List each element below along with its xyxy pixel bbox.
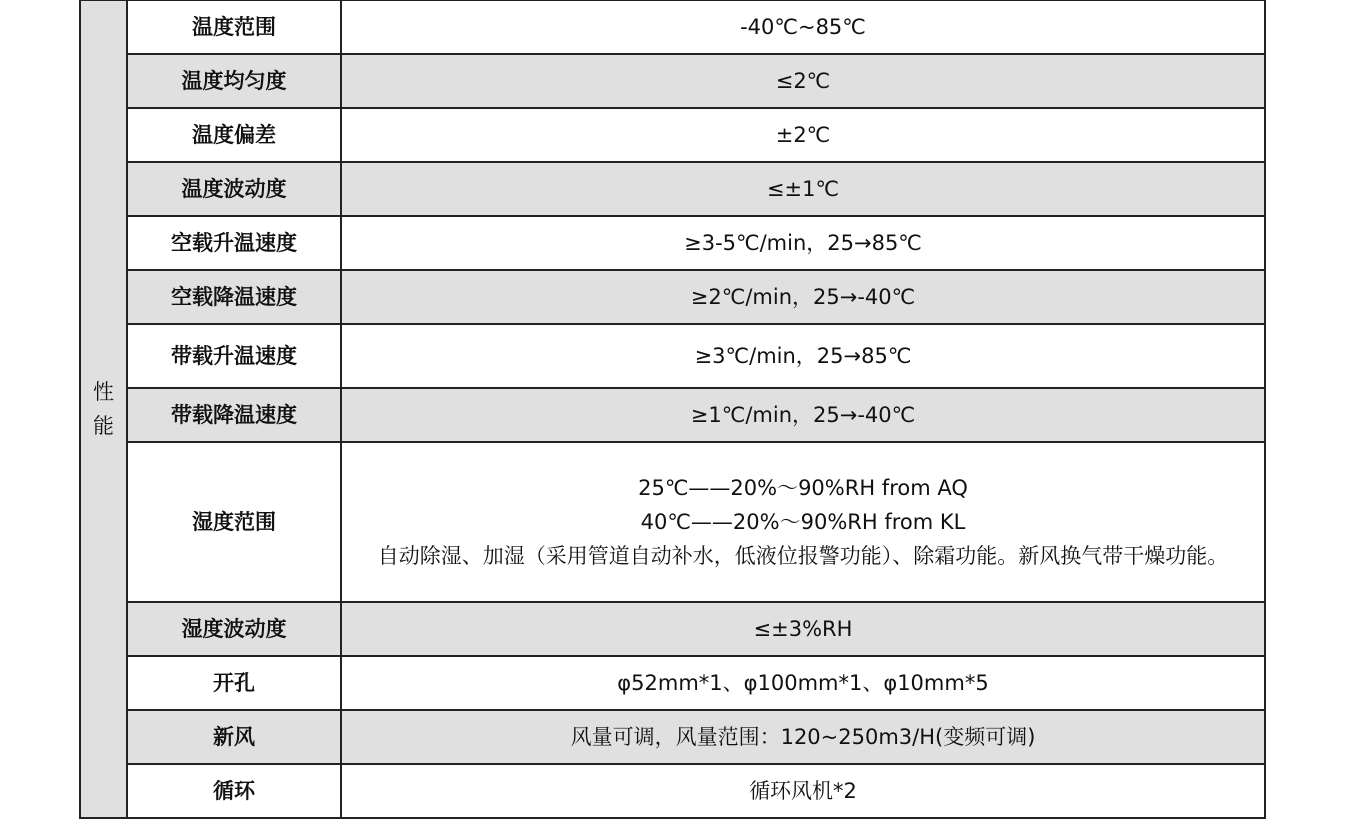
- spec-table-container: [79, 0, 1266, 819]
- row-label: 湿度范围: [127, 442, 341, 602]
- table-row: [80, 216, 1265, 270]
- row-value: ≥2℃/min，25→-40℃: [341, 270, 1265, 324]
- humidity-note: 自动除湿、加湿（采用管道自动补水，低液位报警功能）、除霜功能。新风换气带干燥功能。: [377, 544, 1229, 568]
- table-row: [80, 270, 1265, 324]
- row-value: ≥1℃/min，25→-40℃: [341, 388, 1265, 442]
- row-label: 温度波动度: [127, 162, 341, 216]
- table-row: [80, 324, 1265, 388]
- table-row: [80, 764, 1265, 818]
- table-row: [80, 108, 1265, 162]
- row-value: φ52mm*1、φ100mm*1、φ10mm*5: [341, 656, 1265, 710]
- row-label: 温度偏差: [127, 108, 341, 162]
- row-value: ±2℃: [341, 108, 1265, 162]
- humidity-line: 40℃——20%～90%RH from KL: [640, 510, 966, 534]
- section-label-char: 能: [93, 414, 114, 438]
- table-row: [80, 656, 1265, 710]
- section-label-performance: [80, 0, 127, 818]
- row-value: 风量可调，风量范围：120~250m3/H(变频可调): [341, 710, 1265, 764]
- row-label: 湿度波动度: [127, 602, 341, 656]
- row-value: ≤±3%RH: [341, 602, 1265, 656]
- table-row: [80, 54, 1265, 108]
- row-value: ≥3℃/min，25→85℃: [341, 324, 1265, 388]
- table-row: [80, 162, 1265, 216]
- row-value: 循环风机*2: [341, 764, 1265, 818]
- table-row: [80, 442, 1265, 602]
- row-label: 新风: [127, 710, 341, 764]
- table-row: [80, 388, 1265, 442]
- table-row: [80, 602, 1265, 656]
- row-value: [341, 442, 1265, 602]
- row-label: 带载升温速度: [127, 324, 341, 388]
- row-value: -40℃~85℃: [341, 0, 1265, 54]
- table-row: [80, 710, 1265, 764]
- table-row: [80, 0, 1265, 54]
- row-value: ≥3-5℃/min，25→85℃: [341, 216, 1265, 270]
- spec-table: [79, 0, 1266, 819]
- row-value: ≤2℃: [341, 54, 1265, 108]
- row-label: 空载降温速度: [127, 270, 341, 324]
- row-label: 循环: [127, 764, 341, 818]
- row-label: 空载升温速度: [127, 216, 341, 270]
- row-label: 温度均匀度: [127, 54, 341, 108]
- section-label-char: 性: [93, 380, 114, 404]
- row-label: 带载降温速度: [127, 388, 341, 442]
- humidity-line: 25℃——20%～90%RH from AQ: [638, 476, 968, 500]
- row-value: ≤±1℃: [341, 162, 1265, 216]
- row-label: 温度范围: [127, 0, 341, 54]
- row-label: 开孔: [127, 656, 341, 710]
